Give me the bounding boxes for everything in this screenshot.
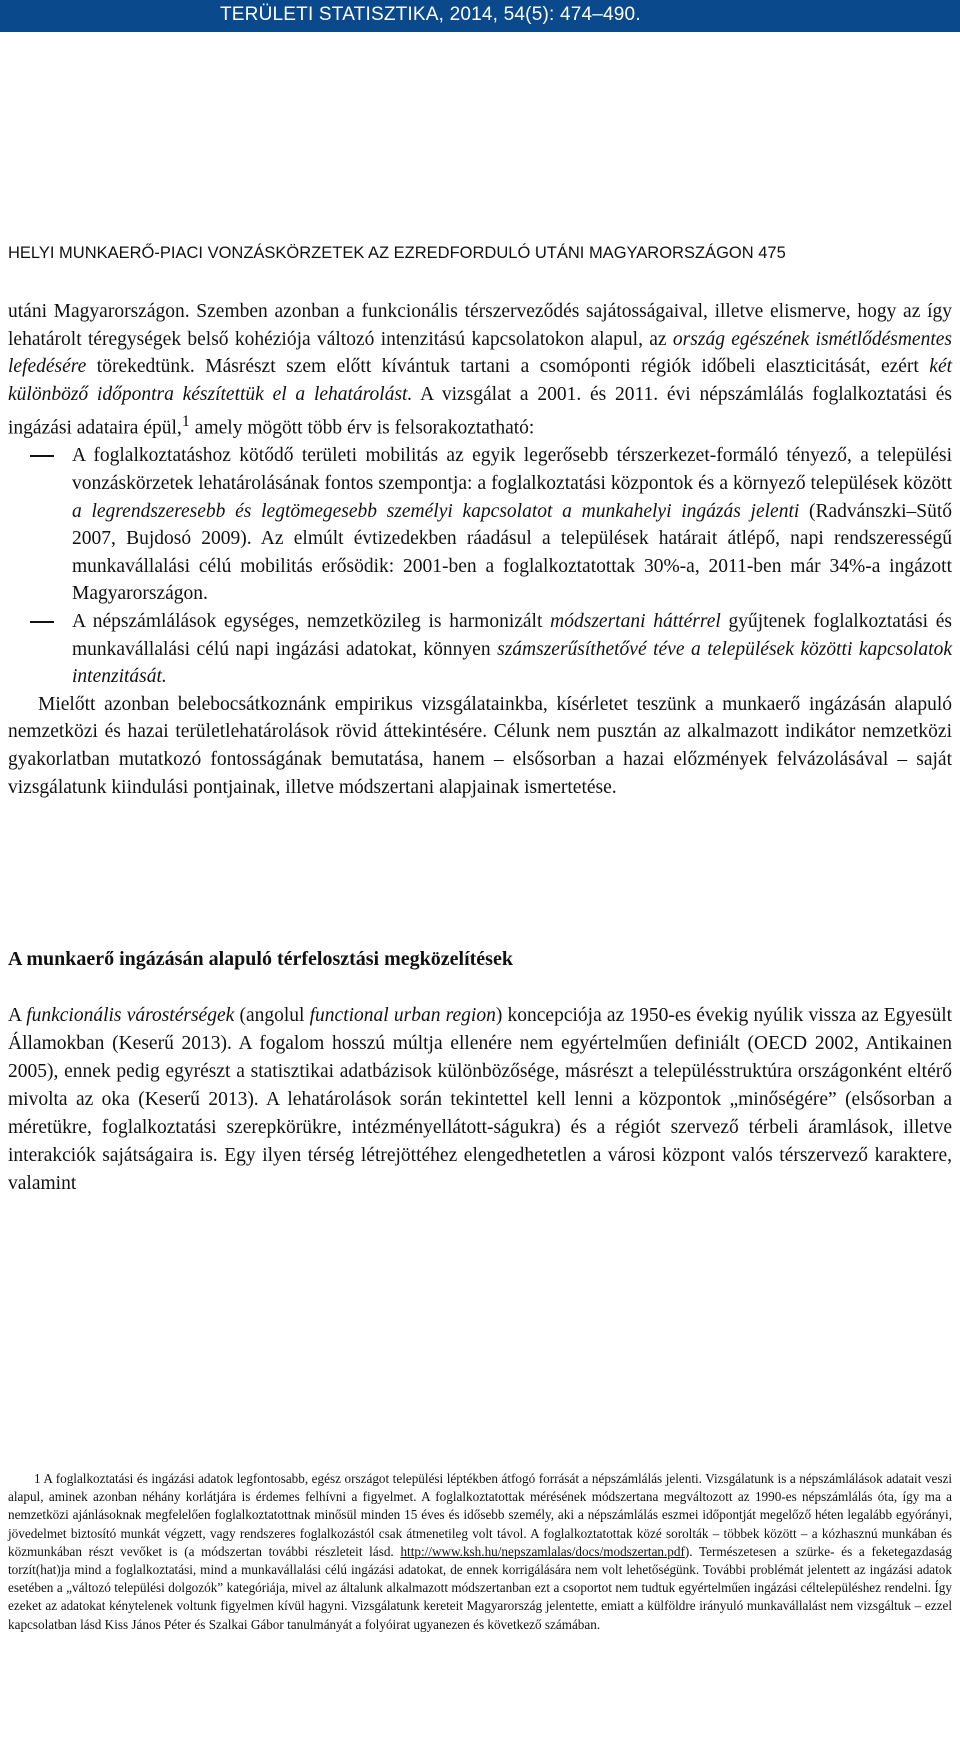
paragraph: A funkcionális várostérségek (angolul functional urban region) koncepciója az 1950-es évekig nyúlik vissza az Egyesült Államokban (Keserű 2013). A fogalom hosszú múltja ellenére nem egyértelműen definiált (OECD 2002, Antikainen 2005), ennek pedig egyrészt a statisztikai adatbázisok különbözősége, másrészt a településstruktúra országonként eltérő mivolta az oka (Keserű 2013). A lehatárolások során tekintettel kell lenni a központok „minőségére” (elsősorban a méretükre, foglalkoztatási szerepkörükre, intézményellátott-ságukra) és a régiót szervező térbeli áramlások, illetve interakciók sajátságaira is. Egy ilyen térség létrejöttéhez elengedhetetlen a városi központ valós térszervező karaktere, valamint: [8, 1005, 953, 1194]
section-heading: A munkaerő ingázásán alapuló térfelosztási megközelítések: [8, 948, 513, 970]
list-item: A népszámlálások egységes, nemzetközileg is harmonizált módszertani háttérrel gyűjtenek foglalkoztatási és munkavállalási célú napi ingázási adatokat, könnyen számszerűsíthetővé téve a települések közötti kapcsolatok intenzitását.: [8, 608, 952, 691]
dash-bullet: [30, 455, 54, 457]
paragraph: Mielőtt azonban belebocsátkoznánk empirikus vizsgálatainkba, kísérletet teszünk a munkaerő ingázásán alapuló nemzetközi és hazai területlehatárolások rövid áttekintésére. Célunk nem pusztán az alkalmazott indikátor nemzetközi gyakorlatban mutatkozó fontosságának bemutatása, hanem – elsősorban a hazai előzmények felvázolásával – saját vizsgálatunk kiindulási pontjainak, illetve módszertani alapjainak ismertetése.: [8, 693, 952, 798]
footnote-number: 1: [34, 1471, 41, 1486]
paragraph-intro: utáni Magyarországon. Szemben azonban a funkcionális térszerveződés sajátosságaival, illetve elismerve, hogy az így lehatárolt téregységek belső kohéziója változó intenzitású kapcsolatokon alapul, az ország egészének ismétlődésmentes lefedésére törekedtünk. Másrészt szem előtt kívántuk tartani a csomóponti régiók időbeli elaszticitását, ezért két különböző időpontra készítettük el a lehatárolást. A vizsgálat a 2001. és 2011. évi népszámlálás foglalkoztatási és ingázási adataira épül,$^1$ amely mögött több érv is felsorakoztatható:: [8, 301, 953, 439]
list-item: A foglalkoztatáshoz kötődő területi mobilitás az egyik legerősebb térszerkezet-formáló tényező, a települési vonzáskörzetek lehatárolásának fontos szempontja: a foglalkoztatási központok és a környező települések között a legrendszeresebb és legtömegesebb személyi kapcsolatot a munkahelyi ingázás jelenti (Radvánszki–Sütő 2007, Bujdosó 2009). Az elmúlt évtizedekben ráadásul a települések határait átlépő, napi rendszerességű munkavállalási célú mobilitás erősödik: 2001-ben a foglalkoztatottak 30%-a, 2011-ben már 34%-a ingázott Magyarországon.: [8, 442, 952, 608]
section-text: [8, 1002, 952, 1198]
running-head: HELYI MUNKAERŐ-PIACI VONZÁSKÖRZETEK AZ EZREDFORDULÓ UTÁNI MAGYARORSZÁGON 475: [8, 244, 786, 262]
journal-header-bar: [0, 0, 960, 32]
methodology-link[interactable]: http://www.ksh.hu/nepszamlalas/docs/modszertan.pdf: [400, 1543, 685, 1559]
footnote-ref: 1: [181, 412, 190, 431]
journal-citation: TERÜLETI STATISZTIKA, 2014, 54(5): 474–490.: [220, 4, 641, 25]
dash-bullet: [30, 621, 54, 623]
body-text: [8, 298, 952, 801]
footnote: 1 A foglalkoztatási és ingázási adatok legfontosabb, egész országot települési léptékben átfogó forrását a népszámlálás jelenti. Vizsgálatunk is a népszámlálások adatait veszi alapul, aminek azonban néhány korlátjára is érdemes felhívni a figyelmet. A foglalkoztatottak mérésének módszertana megváltozott az 1990-es népszámlálás óta, így ma a nemzetközi ajánlásoknak megfelelően foglalkoztatottnak minősül minden 15 éves és idősebb személy, aki a népszámlálás eszmei időpontját megelőző héten legalább egyórányi, jövedelmet biztosító munkát végzett, vagy rendszeres foglalkozástól csak átmenetileg volt távol. A foglalkoztatottak közé sorolták – többek között – a kózhasznú munkában és közmunkában részt vevőket is (a módszertan további részleteit lásd. http://www.ksh.hu/nepszamlalas/docs/modszertan.pdf). Természetesen a szürke- és a feketegazdaság torzít(hat)ja mind a foglalkoztatási, mind a munkavállalási célú ingázási adatokat, de ennek korrigálására nem volt lehetőségünk. További problémát jelentett az ingázási adatok esetében a „változó települési dolgozók” kategóriája, mivel az általunk alkalmazott módszertanban ezt a csoportot nem tudtuk egyértelműen ingázási céltelepüléshez rendelni. Így ezeket az adatokat kénytelenek voltunk figyelmen kívül hagyni. Vizsgálatunk kereteit Magyarország jelentette, emiatt a külföldre irányuló munkavállalást nem vizsgáltuk – ezzel kapcsolatban lásd Kiss János Péter és Szalkai Gábor tanulmányát a folyóirat ugyanezen és következő számában.: [8, 1471, 952, 1632]
